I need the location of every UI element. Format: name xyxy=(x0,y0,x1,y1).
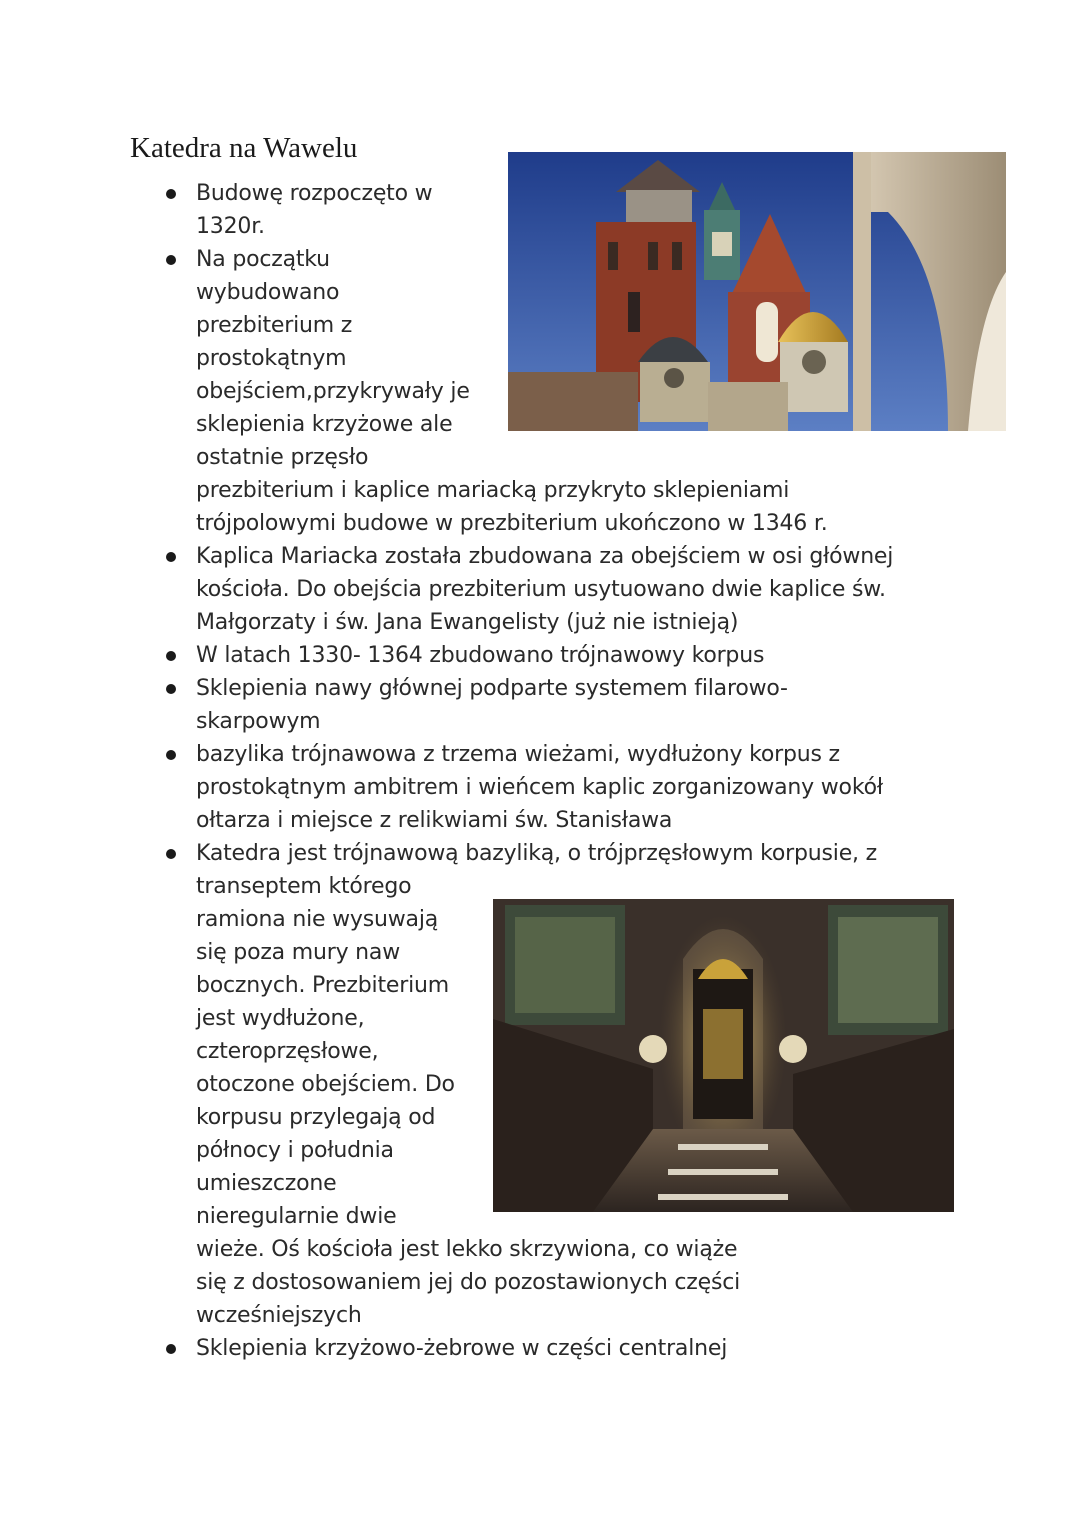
text-line: Kaplica Mariacka została zbudowana za obejściem w osi głównej xyxy=(196,544,894,569)
text-line: sklepienia krzyżowe ale xyxy=(196,412,453,437)
text-line: ostatnie przęsło xyxy=(196,445,369,470)
page-title: Katedra na Wawelu xyxy=(130,132,358,164)
text-line: bazylika trójnawowa z trzema wieżami, wydłużony korpus z xyxy=(196,742,840,767)
text-line: 1320r. xyxy=(196,214,265,239)
text-line: umieszczone xyxy=(196,1171,337,1196)
text-line: otoczone obejściem. Do xyxy=(196,1072,455,1097)
text-line: Sklepienia nawy głównej podparte systemem filarowo- xyxy=(196,676,788,701)
text-line: transeptem którego xyxy=(196,874,412,899)
bullet-8 xyxy=(166,1344,176,1354)
bullet-5 xyxy=(166,684,176,694)
text-line: Budowę rozpoczęto w xyxy=(196,181,433,206)
text-line: Na początku xyxy=(196,247,330,272)
text-line: prezbiterium i kaplice mariacką przykryto sklepieniami xyxy=(196,478,790,503)
bullet-4 xyxy=(166,651,176,661)
text-line: nieregularnie dwie xyxy=(196,1204,397,1229)
cathedral-interior-photo xyxy=(493,899,954,1212)
text-line: wybudowano xyxy=(196,280,340,305)
text-line: prostokątnym xyxy=(196,346,347,371)
text-line: jest wydłużone, xyxy=(196,1006,365,1031)
text-line: się z dostosowaniem jej do pozostawionych części xyxy=(196,1270,741,1295)
text-line: korpusu przylegają od xyxy=(196,1105,436,1130)
text-line: prostokątnym ambitrem i wieńcem kaplic zorganizowany wokół xyxy=(196,775,883,800)
text-line: wcześniejszych xyxy=(196,1303,362,1328)
text-line: się poza mury naw xyxy=(196,940,400,965)
text-line: północy i południa xyxy=(196,1138,394,1163)
text-line: czteroprzęsłowe, xyxy=(196,1039,379,1064)
text-line: skarpowym xyxy=(196,709,321,734)
bullet-3 xyxy=(166,552,176,562)
text-line: ramiona nie wysuwają xyxy=(196,907,439,932)
text-line: Katedra jest trójnawową bazyliką, o trójprzęsłowym korpusie, z xyxy=(196,841,877,866)
text-line: ołtarza i miejsce z relikwiami św. Stanisława xyxy=(196,808,673,833)
text-line: kościoła. Do obejścia prezbiterium usytuowano dwie kaplice św. xyxy=(196,577,886,602)
text-line: trójpolowymi budowe w prezbiterium ukończono w 1346 r. xyxy=(196,511,828,536)
bullet-6 xyxy=(166,750,176,760)
text-line: prezbiterium z xyxy=(196,313,353,338)
text-line: Małgorzaty i św. Jana Ewangelisty (już nie istnieją) xyxy=(196,610,739,635)
bullet-2 xyxy=(166,255,176,265)
text-line: bocznych. Prezbiterium xyxy=(196,973,449,998)
bullet-1 xyxy=(166,189,176,199)
bullet-7 xyxy=(166,849,176,859)
text-line: W latach 1330- 1364 zbudowano trójnawowy korpus xyxy=(196,643,765,668)
text-line: Sklepienia krzyżowo-żebrowe w części centralnej xyxy=(196,1336,728,1361)
text-line: obejściem,przykrywały je xyxy=(196,379,470,404)
cathedral-exterior-photo xyxy=(508,152,1006,431)
text-line: wieże. Oś kościoła jest lekko skrzywiona, co wiąże xyxy=(196,1237,738,1262)
